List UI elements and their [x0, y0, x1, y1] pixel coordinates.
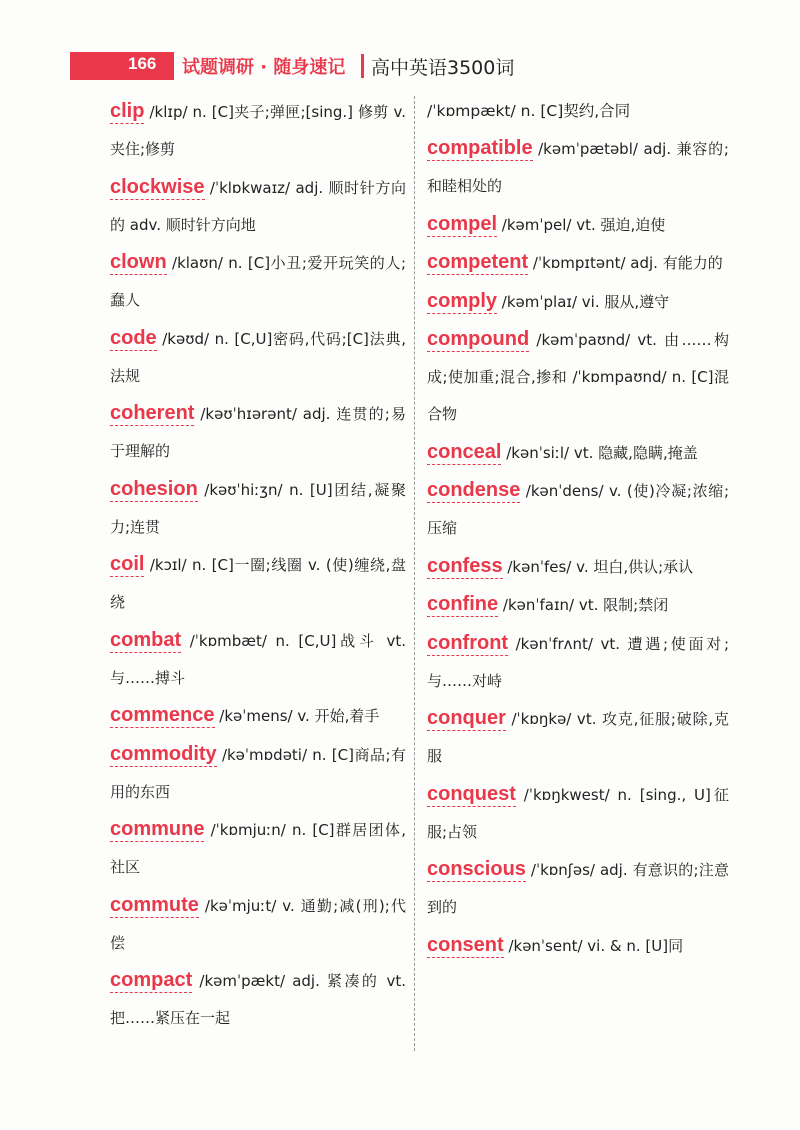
- entry-definition: /ˈkɒmpɪtənt/ adj. 有能力的: [528, 254, 723, 272]
- entry-definition: /ˈklɒkwaɪz/ adj. 顺时针方向的 adv. 顺时针方向地: [110, 178, 406, 234]
- headword: commodity: [110, 742, 217, 765]
- entry-definition: /kəˈmɒdəti/ n. [C]商品;有用的东西: [110, 745, 406, 801]
- headword: compatible: [427, 137, 533, 159]
- entry-definition: /kənˈdens/ v. (使)冷凝;浓缩;压缩: [427, 482, 729, 537]
- entry: [110, 697, 406, 735]
- headword: confess: [427, 554, 503, 577]
- entry: [427, 586, 729, 624]
- headword: conscious: [427, 858, 526, 880]
- headword: compound: [427, 328, 530, 350]
- entry-definition: /kəʊˈhiːʒn/ n. [U]团结,凝聚力;连贯: [110, 480, 406, 536]
- headword: confine: [427, 593, 499, 615]
- entry-definition: /ˈkɒŋkwest/ n. [sing., U]征服;占领: [427, 785, 729, 841]
- headword: confront: [427, 631, 509, 654]
- headword: code: [110, 326, 157, 349]
- entry-definition: /kənˈfaɪn/ vt. 限制;禁闭: [498, 596, 669, 614]
- book-title: 高中英语3500词: [371, 57, 515, 79]
- entry: [427, 283, 729, 321]
- entry: [427, 472, 729, 547]
- entry-definition: /klaʊn/ n. [C]小丑;爱开玩笑的人;蠢人: [110, 254, 406, 309]
- entry-definition: /kəʊˈhɪərənt/ adj. 连贯的;易于理解的: [110, 405, 406, 460]
- entry: [427, 206, 729, 244]
- page-number-badge: [70, 52, 174, 80]
- entry-definition: /ˈkɒmjuːn/ n. [C]群居团体,社区: [110, 821, 406, 876]
- entry: [110, 962, 406, 1037]
- series-title: 试题调研 · 随身速记: [182, 57, 346, 78]
- headword: clown: [110, 251, 167, 273]
- entry-definition: /kəmˈpel/ vt. 强迫,迫使: [497, 215, 666, 234]
- headword: compact: [110, 969, 193, 991]
- entry: [110, 395, 406, 470]
- entry-definition: /kəˈmjuːt/ v. 通勤;减(刑);代偿: [110, 896, 406, 952]
- entry: [110, 320, 406, 395]
- entry: [110, 887, 406, 962]
- entry-definition: /ˈkɒŋkə/ vt. 攻克,征服;破除,克服: [427, 710, 729, 765]
- headword: combat: [110, 628, 182, 651]
- left-column: [110, 93, 406, 1038]
- entry-definition: /kəˈmens/ v. 开始,着手: [214, 707, 380, 725]
- headword: clip: [110, 100, 145, 122]
- entry-definition: /kəmˈplaɪ/ vi. 服从,遵守: [497, 292, 670, 311]
- entry-definition: /kəʊd/ n. [C,U]密码,代码;[C]法典,法规: [110, 329, 406, 385]
- entry-definition: /kənˈfrʌnt/ vt. 遭遇;使面对;与……对峙: [427, 634, 729, 690]
- headword: conquest: [427, 782, 516, 805]
- entry: [427, 851, 729, 926]
- entry: [110, 736, 406, 811]
- entry-definition: /ˈkɒmbæt/ n. [C,U]战斗 vt. 与……搏斗: [110, 631, 406, 687]
- entry: [427, 434, 729, 472]
- headword: coherent: [110, 402, 195, 424]
- headword: compel: [427, 212, 498, 235]
- page-number: 166: [128, 54, 157, 73]
- entry: [427, 625, 729, 700]
- headword: conceal: [427, 440, 502, 463]
- continued-entry: /ˈkɒmpækt/ n. [C]契约,合同: [427, 102, 631, 120]
- entry-definition: /kɔɪl/ n. [C]一圈;线圈 v. (使)缠绕,盘绕: [110, 556, 406, 611]
- entry: [110, 471, 406, 546]
- headword: coil: [110, 553, 145, 575]
- page-header: [70, 52, 540, 80]
- column-divider: [414, 96, 415, 1051]
- headword: conquer: [427, 707, 506, 729]
- entry: [427, 927, 729, 965]
- headword: competent: [427, 251, 529, 273]
- entry: [427, 548, 729, 586]
- entry: [110, 546, 406, 621]
- title-separator: [361, 54, 364, 78]
- entry-definition: /kənˈsent/ vi. & n. [U]同: [503, 936, 684, 955]
- entry: [427, 776, 729, 851]
- headword: commence: [110, 704, 215, 726]
- entry-definition: /kəmˈpaʊnd/ vt. 由……构成;使加重;混合,掺和 /ˈkɒmpaʊnd/ n. [C]混合物: [427, 331, 729, 423]
- entry-definition: /kəmˈpætəbl/ adj. 兼容的;和睦相处的: [427, 140, 729, 195]
- headword: cohesion: [110, 477, 198, 500]
- right-column: [427, 93, 729, 965]
- entry-definition: /kənˈsiːl/ vt. 隐藏,隐瞒,掩盖: [501, 443, 698, 462]
- entry: [110, 811, 406, 886]
- headword: comply: [427, 289, 498, 312]
- entry: [110, 169, 406, 244]
- entry-definition: /kəmˈpækt/ adj. 紧凑的 vt. 把……紧压在一起: [110, 972, 406, 1027]
- entry: [427, 700, 729, 775]
- headword: consent: [427, 933, 504, 956]
- entry: [110, 244, 406, 319]
- entry: [427, 244, 729, 282]
- headword: commune: [110, 818, 205, 840]
- headword: condense: [427, 479, 521, 501]
- headword: clockwise: [110, 175, 205, 198]
- entry-definition: /ˈkɒnʃəs/ adj. 有意识的;注意到的: [427, 861, 729, 916]
- entry-definition: /klɪp/ n. [C]夹子;弹匣;[sing.] 修剪 v. 夹住;修剪: [110, 103, 406, 158]
- entry-definition: /kənˈfes/ v. 坦白,供认;承认: [502, 557, 694, 576]
- headword: commute: [110, 893, 199, 916]
- entry: [427, 321, 729, 433]
- entry: [110, 622, 406, 697]
- entry: [110, 93, 406, 168]
- entry: [427, 130, 729, 205]
